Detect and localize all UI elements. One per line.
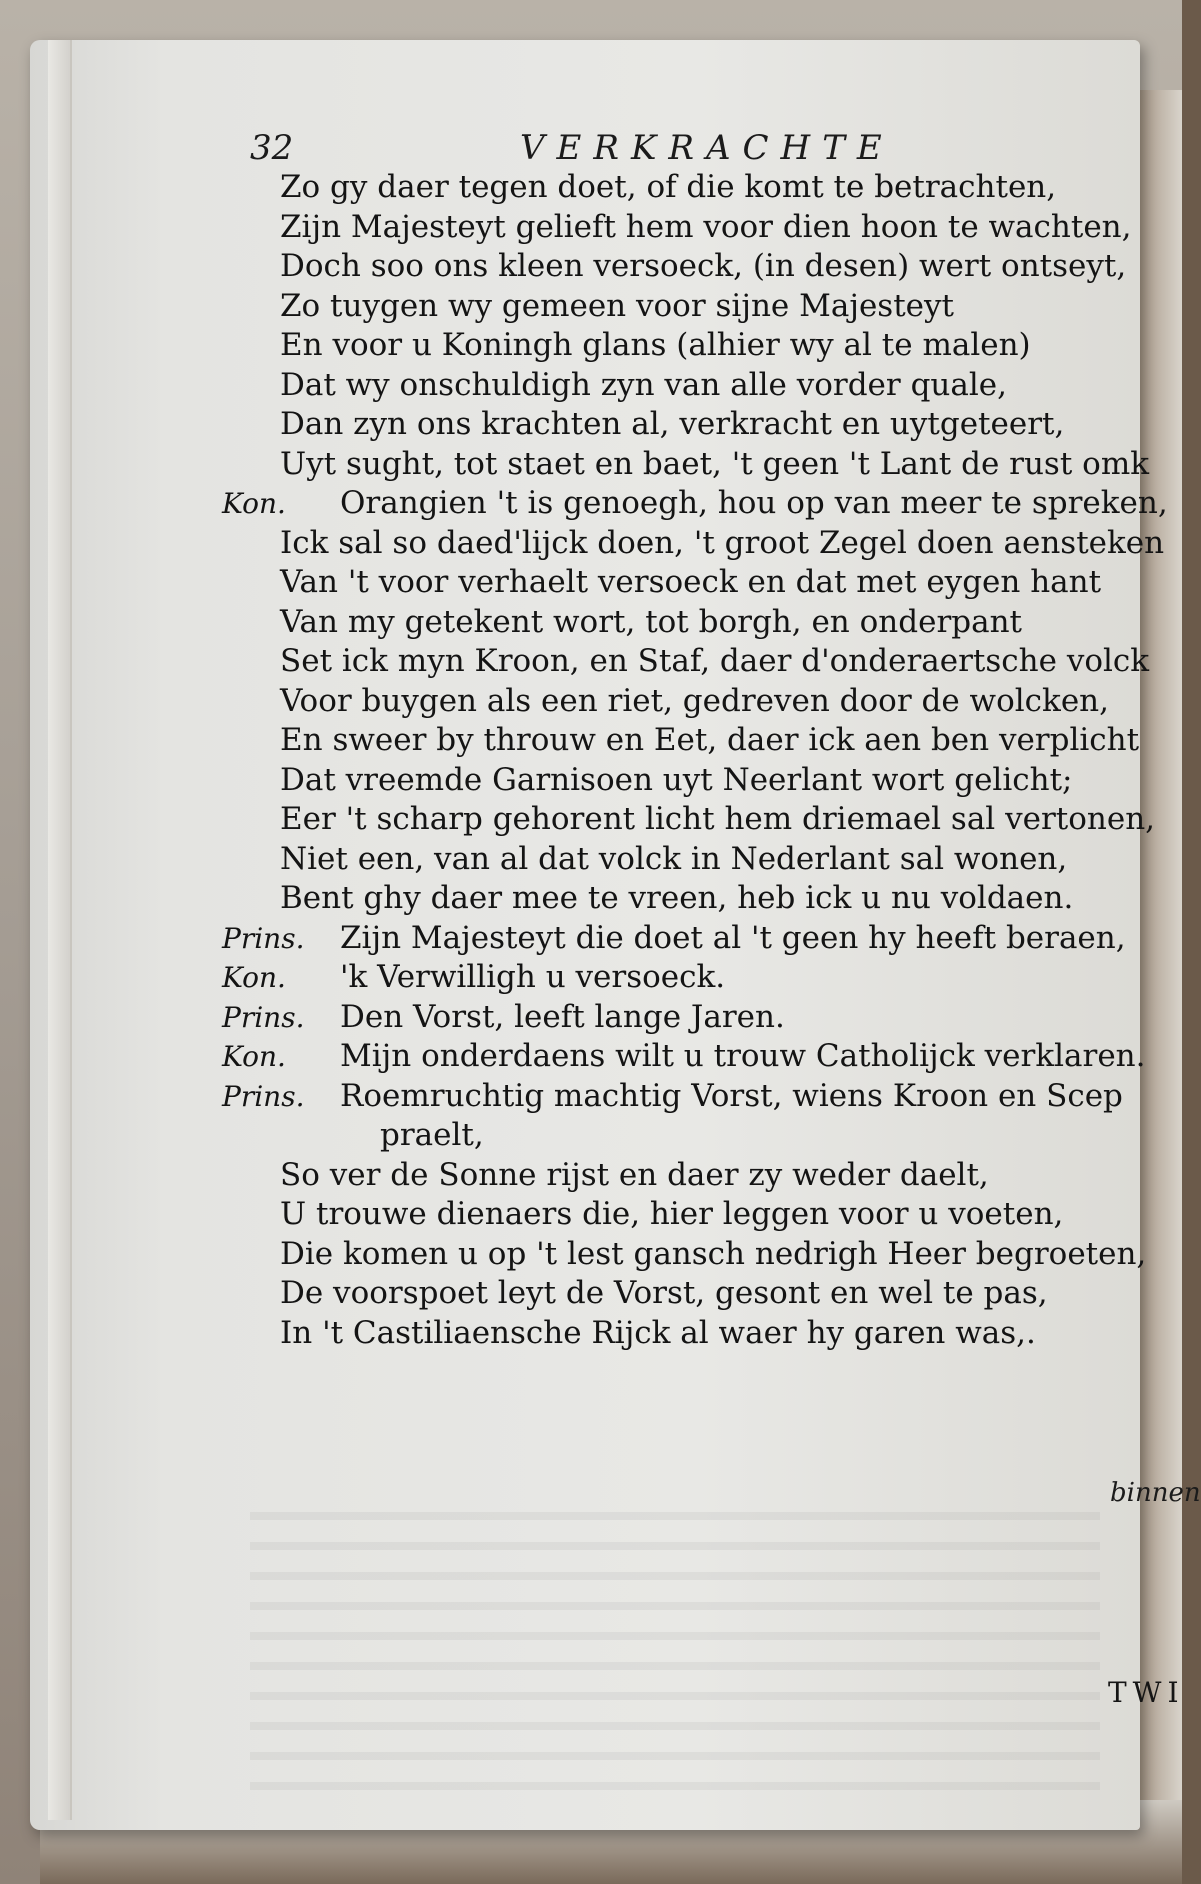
- verse-line: [210, 1077, 1130, 1117]
- verse-line: [210, 168, 1130, 208]
- verse-text: Roemruchtig machtig Vorst, wiens Kroon en Scep: [340, 1077, 1123, 1114]
- verse-line: [210, 800, 1156, 840]
- verse-text: Den Vorst, leeft lange Jaren.: [340, 998, 785, 1035]
- page-deckle-edge: [48, 40, 72, 1820]
- verse-text: 'k Verwilligh u versoeck.: [340, 959, 726, 995]
- verse-line: [210, 1037, 1146, 1077]
- verse-line: [210, 563, 1130, 603]
- verse-line: [210, 287, 1130, 327]
- page-number: 32: [250, 128, 294, 168]
- speaker-label: Prins.: [222, 1000, 305, 1034]
- verse-line: [210, 919, 1130, 959]
- verse-text: Zijn Majesteyt die doet al 't geen hy heeft beraen,: [340, 919, 1126, 956]
- verse-line: [210, 682, 1130, 722]
- verse-line: [210, 1156, 1130, 1196]
- verse-text: En sweer by throuw en Eet, daer ick aen ben verplicht: [280, 722, 1140, 758]
- verse-line: [210, 1195, 1130, 1235]
- speaker-label: Kon.: [222, 1040, 286, 1073]
- speaker-label: Prins.: [222, 921, 305, 955]
- verse-line: [210, 1235, 1147, 1275]
- catchword: binnen: [1110, 1478, 1201, 1508]
- verse-text: Uyt sught, tot staet en baet, 't geen 't Lant de rust omk: [280, 445, 1149, 482]
- verse-text: En voor u Koningh glans (alhier wy al te malen): [280, 327, 1031, 363]
- speaker-label: Kon.: [222, 487, 286, 520]
- verse-text: Eer 't scharp gehorent licht hem driemael sal vertonen,: [280, 801, 1156, 837]
- verse-line: [210, 840, 1130, 880]
- verse-text: praelt,: [380, 1117, 484, 1153]
- next-page-fragment: TWI: [1108, 1676, 1185, 1709]
- verse-line: [210, 1314, 1130, 1354]
- verse-text: Dat vreemde Garnisoen uyt Neerlant wort gelicht;: [280, 761, 1073, 798]
- verse-line: [210, 405, 1130, 445]
- verse-text: Voor buygen als een riet, gedreven door de wolcken,: [280, 682, 1109, 719]
- verse-text-block: [210, 168, 1168, 1353]
- verse-text: De voorspoet leyt de Vorst, gesont en wel te pas,: [280, 1275, 1048, 1311]
- verse-line: [210, 1274, 1130, 1314]
- verse-line: [210, 721, 1140, 761]
- verse-text: In 't Castiliaensche Rijck al waer hy garen was,.: [280, 1314, 1036, 1351]
- verse-line: [210, 326, 1130, 366]
- verse-line: [210, 603, 1130, 643]
- verse-line: [210, 642, 1150, 682]
- verse-line: [210, 761, 1130, 801]
- verse-text: Set ick myn Kroon, en Staf, daer d'onderaertsche volck: [280, 643, 1150, 679]
- verse-text: Niet een, van al dat volck in Nederlant sal wonen,: [280, 840, 1068, 877]
- verse-line: [210, 879, 1130, 919]
- verse-line: [210, 998, 1130, 1038]
- verse-text: Doch soo ons kleen versoeck, (in desen) wert ontseyt,: [280, 248, 1127, 284]
- show-through-text: [250, 1490, 1100, 1790]
- verse-text: Zo tuygen wy gemeen voor sijne Majesteyt: [280, 287, 954, 324]
- verse-line: [210, 208, 1130, 248]
- verse-text: Mijn onderdaens wilt u trouw Catholijck verklaren.: [340, 1038, 1146, 1074]
- verse-text: Dan zyn ons krachten al, verkracht en uytgeteert,: [280, 406, 1065, 442]
- verse-text: Van 't voor verhaelt versoeck en dat met eygen hant: [280, 564, 1102, 600]
- verse-text: Bent ghy daer mee te vreen, heb ick u nu voldaen.: [280, 880, 1074, 916]
- running-title: VERKRACHTE: [520, 128, 894, 168]
- verse-line: [210, 445, 1149, 485]
- verse-line: [210, 958, 1130, 998]
- verse-text: Van my getekent wort, tot borgh, en onderpant: [280, 603, 1023, 640]
- verse-text: Ick sal so daed'lijck doen, 't groot Zegel doen aensteken: [280, 524, 1165, 561]
- verse-text: Orangien 't is genoegh, hou op van meer te spreken,: [340, 485, 1168, 521]
- verse-text: U trouwe dienaers die, hier leggen voor u voeten,: [280, 1196, 1064, 1232]
- verse-line: [210, 1116, 1130, 1156]
- verse-line: [210, 484, 1168, 524]
- verse-text: Dat wy onschuldigh zyn van alle vorder quale,: [280, 366, 1007, 403]
- verse-line: [210, 247, 1130, 287]
- verse-text: Zijn Majesteyt gelieft hem voor dien hoon te wachten,: [280, 208, 1132, 245]
- verse-line: [210, 366, 1130, 406]
- speaker-label: Kon.: [222, 961, 286, 994]
- speaker-label: Prins.: [222, 1079, 305, 1113]
- verse-text: So ver de Sonne rijst en daer zy weder daelt,: [280, 1156, 989, 1193]
- verse-text: Die komen u op 't lest gansch nedrigh Heer begroeten,: [280, 1235, 1147, 1272]
- verse-line: [210, 524, 1165, 564]
- verse-text: Zo gy daer tegen doet, of die komt te betrachten,: [280, 169, 1057, 205]
